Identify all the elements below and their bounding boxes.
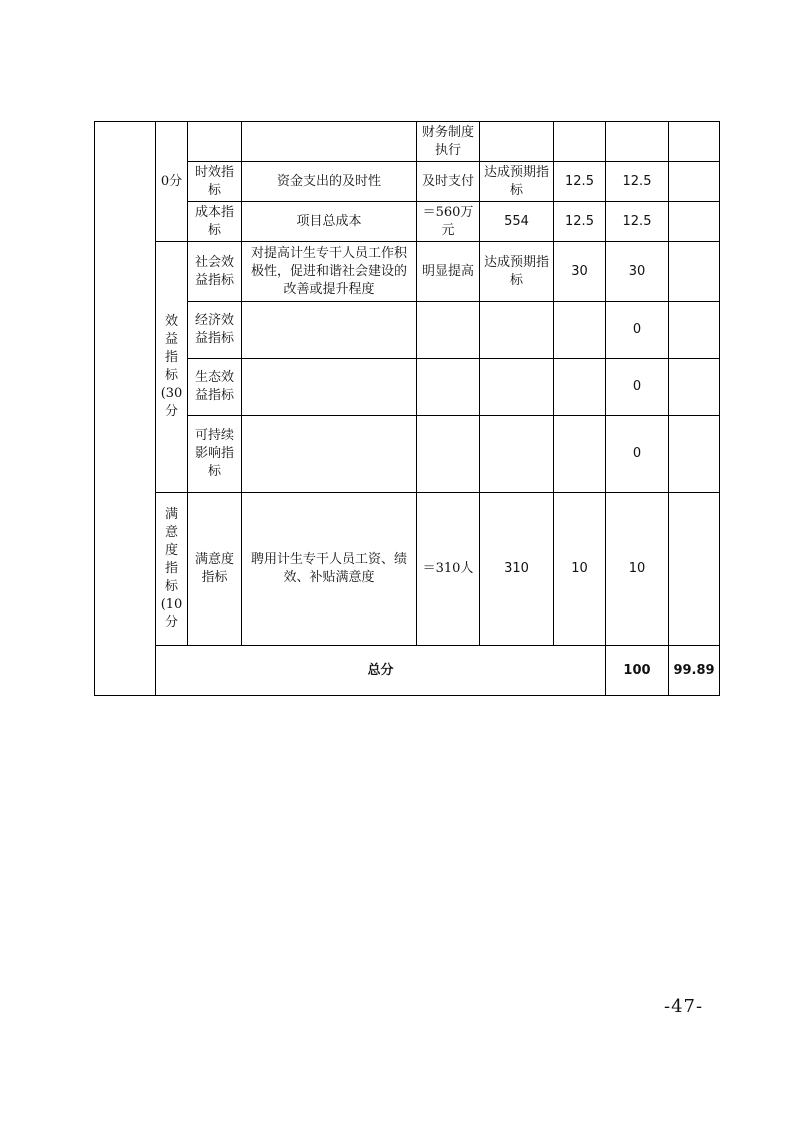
actual-cell [480, 122, 554, 162]
actual-cell: 达成预期指标 [480, 242, 554, 302]
tertiary-indicator-cell: 生态效益指标 [188, 359, 242, 416]
table-row [95, 359, 720, 416]
note-cell [669, 202, 720, 242]
actual-cell: 554 [480, 202, 554, 242]
target-cell: 财务制度执行 [417, 122, 480, 162]
score-cell [606, 122, 669, 162]
note-cell [669, 302, 720, 359]
table-row [95, 302, 720, 359]
weight-cell [554, 416, 606, 493]
content-cell [242, 416, 417, 493]
content-cell: 资金支出的及时性 [242, 162, 417, 202]
weight-cell: 30 [554, 242, 606, 302]
benefit-group-cell: 效益指标(30分 [156, 242, 188, 493]
total-weight: 100 [606, 646, 669, 696]
first-level-cell [95, 122, 156, 696]
tertiary-indicator-cell: 可持续影响指标 [188, 416, 242, 493]
table-row [95, 122, 720, 162]
content-cell [242, 359, 417, 416]
score-cell: 0 [606, 359, 669, 416]
score-cell: 30 [606, 242, 669, 302]
actual-cell: 达成预期指标 [480, 162, 554, 202]
note-cell [669, 493, 720, 646]
weight-cell [554, 302, 606, 359]
weight-cell: 12.5 [554, 202, 606, 242]
target-cell [417, 416, 480, 493]
actual-cell [480, 302, 554, 359]
weight-cell [554, 122, 606, 162]
total-label: 总分 [156, 646, 606, 696]
target-cell: ＝310人 [417, 493, 480, 646]
target-cell: 及时支付 [417, 162, 480, 202]
score-cell: 10 [606, 493, 669, 646]
actual-cell: 310 [480, 493, 554, 646]
target-cell: ＝560万元 [417, 202, 480, 242]
tertiary-indicator-cell: 社会效益指标 [188, 242, 242, 302]
score-cell: 12.5 [606, 202, 669, 242]
weight-cell [554, 359, 606, 416]
table-row [95, 416, 720, 493]
total-score: 99.89 [669, 646, 720, 696]
content-cell: 聘用计生专干人员工资、绩效、补贴满意度 [242, 493, 417, 646]
table-row [95, 202, 720, 242]
content-cell: 对提高计生专干人员工作积极性，促进和谐社会建设的改善或提升程度 [242, 242, 417, 302]
score-cell: 0 [606, 416, 669, 493]
content-cell [242, 302, 417, 359]
tertiary-indicator-cell: 满意度指标 [188, 493, 242, 646]
note-cell [669, 359, 720, 416]
content-cell: 项目总成本 [242, 202, 417, 242]
table-row [95, 242, 720, 302]
target-cell: 明显提高 [417, 242, 480, 302]
satisfaction-group-cell: 满意度指标(10分 [156, 493, 188, 646]
tertiary-indicator-cell: 成本指标 [188, 202, 242, 242]
tertiary-indicator-cell: 经济效益指标 [188, 302, 242, 359]
content-cell [242, 122, 417, 162]
tertiary-indicator-cell [188, 122, 242, 162]
note-cell [669, 416, 720, 493]
note-cell [669, 162, 720, 202]
table-row [95, 162, 720, 202]
output-group-cell: 0分 [156, 122, 188, 242]
total-row [95, 646, 720, 696]
tertiary-indicator-cell: 时效指标 [188, 162, 242, 202]
actual-cell [480, 416, 554, 493]
page-number: -47- [664, 996, 704, 1017]
weight-cell: 10 [554, 493, 606, 646]
table-row [95, 493, 720, 646]
target-cell [417, 359, 480, 416]
weight-cell: 12.5 [554, 162, 606, 202]
target-cell [417, 302, 480, 359]
performance-table [94, 121, 720, 696]
note-cell [669, 122, 720, 162]
note-cell [669, 242, 720, 302]
actual-cell [480, 359, 554, 416]
score-cell: 0 [606, 302, 669, 359]
score-cell: 12.5 [606, 162, 669, 202]
